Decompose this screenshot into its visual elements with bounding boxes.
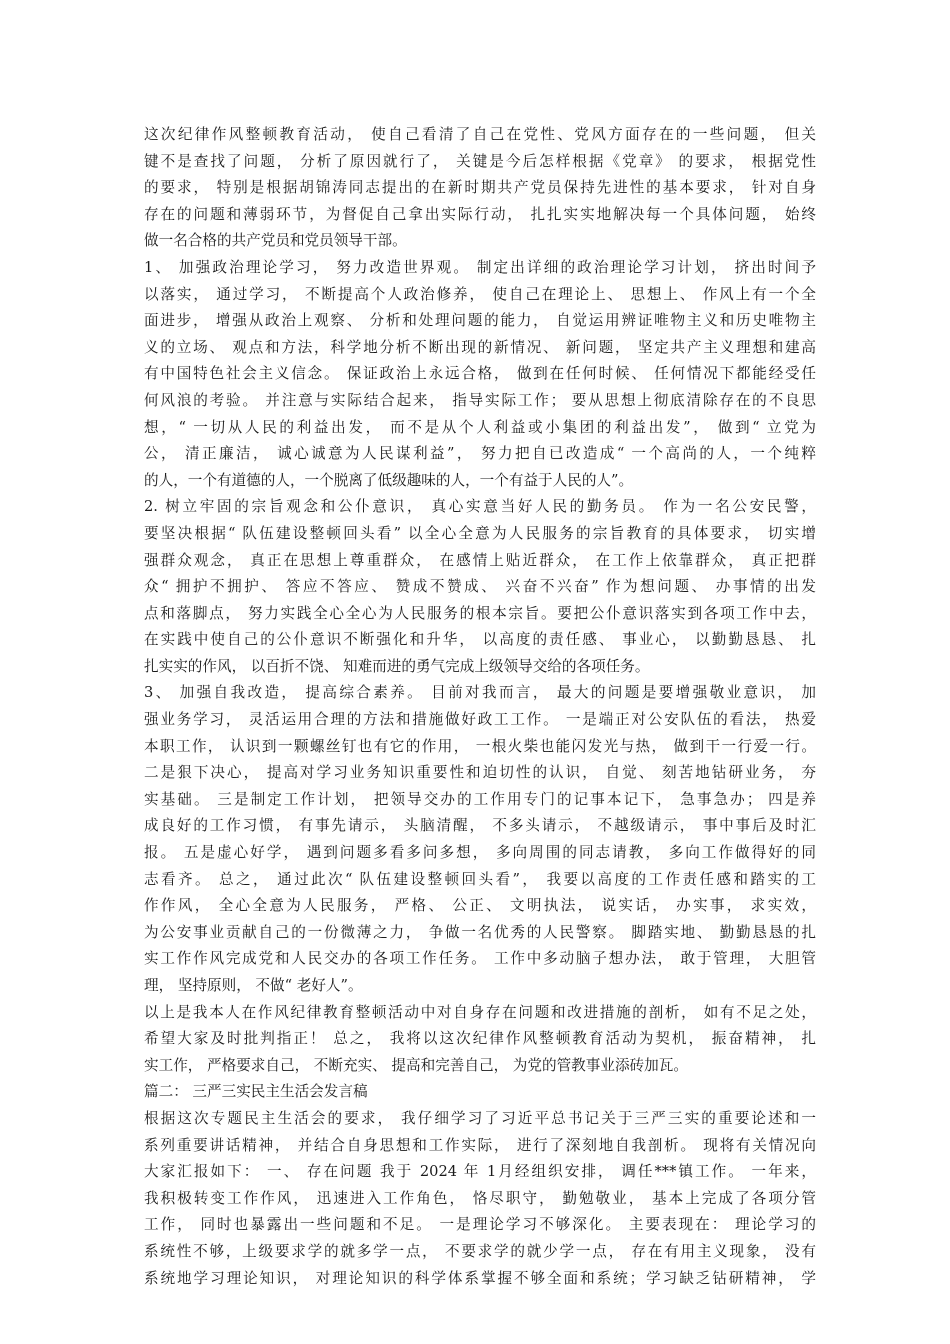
text-line: 在实践中使自己的公仆意识不断强化和升华， 以高度的责任感、 事业心， 以勤勤恳恳、 扎 bbox=[144, 631, 816, 649]
text-line: 何风浪的考验。 并注意与实际结合起来， 指导实际工作； 要从思想上彻底清除存在的不良思 bbox=[144, 391, 816, 409]
text-line: 系统性不够，上级要求学的就多学一点， 不要求学的就少学一点， 存在有用主义现象， 没有 bbox=[144, 1242, 816, 1260]
text-line: 系统地学习理论知识， 对理论知识的科学体系掌握不够全面和系统；学习缺乏钻研精神， 学 bbox=[144, 1269, 816, 1287]
text-line: 这次纪律作风整顿教育活动， 使自己看清了自己在党性、党风方面存在的一些问题， 但关 bbox=[144, 126, 816, 143]
text-line: 系列重要讲话精神， 并结合自身思想和工作实际， 进行了深刻地自我剖析。 现将有关情况向 bbox=[144, 1136, 816, 1154]
text-line: 篇二： 三严三实民主生活会发言稿 bbox=[144, 1083, 368, 1101]
text-line: 以上是我本人在作风纪律教育整顿活动中对自身存在问题和改进措施的剖析， 如有不足之处， bbox=[144, 1003, 816, 1021]
text-line: 实基础。 三是制定工作计划， 把领导交办的工作用专门的记事本记下， 急事急办； 四是养 bbox=[144, 790, 816, 808]
text-line: 成良好的工作习惯， 有事先请示， 头脑清醒， 不多头请示， 不越级请示， 事中事后及时汇 bbox=[144, 817, 816, 835]
text-line: 理， 坚持原则， 不做“ 老好人”。 bbox=[144, 977, 363, 994]
text-line: 工作， 同时也暴露出一些问题和不足。 一是理论学习不够深化。 主要表现在： 理论学习的 bbox=[144, 1216, 816, 1234]
text-line: 众“ 拥护不拥护、 答应不答应、 赞成不赞成、 兴奋不兴奋” 作为想问题、 办事情的出发 bbox=[144, 578, 816, 596]
text-line: 我积极转变工作作风， 迅速进入工作角色， 恪尽职守， 勤勉敬业， 基本上完成了各项分管 bbox=[144, 1189, 816, 1207]
text-line: 1、 加强政治理论学习， 努力改造世界观。 制定出详细的政治理论学习计划， 挤出时间予 bbox=[144, 258, 816, 276]
text-line: 的要求， 特别是根据胡锦涛同志提出的在新时期共产党员保持先进性的基本要求， 针对自身 bbox=[144, 179, 816, 197]
document-body bbox=[144, 122, 816, 1292]
text-line: 本职工作， 认识到一颗螺丝钉也有它的作用， 一根火柴也能闪发光与热， 做到干一行爱一行。 bbox=[144, 737, 816, 755]
text-line: 志看齐。 总之， 通过此次“ 队伍建设整顿回头看”， 我要以高度的工作责任感和踏实的工 bbox=[144, 870, 816, 888]
text-line: 的人，一个有道德的人，一个脱离了低级趣味的人，一个有益于人民的人”。 bbox=[144, 471, 634, 489]
text-line: 希望大家及时批判指正！ 总之， 我将以这次纪律作风整顿教育活动为契机， 振奋精神， 扎 bbox=[144, 1030, 816, 1048]
text-line: 公， 清正廉洁， 诚心诚意为人民谋利益”， 努力把自已改造成“ 一个高尚的人，一个纯粹 bbox=[144, 445, 816, 463]
text-line: 要坚决根据“ 队伍建设整顿回头看” 以全心全意为人民服务的宗旨教育的具体要求， 切实增 bbox=[144, 524, 816, 542]
text-line: 强业务学习， 灵活运用合理的方法和措施做好政工工作。 一是端正对公安队伍的看法， 热爱 bbox=[144, 711, 816, 729]
text-line: 义的立场、 观点和方法，科学地分析不断出现的新情况、 新问题， 坚定共产主义理想和建高 bbox=[144, 338, 816, 356]
text-line: 根据这次专题民主生活会的要求， 我仔细学习了习近平总书记关于三严三实的重要论述和一 bbox=[144, 1109, 816, 1127]
text-line: 面进步， 增强从政治上观察、 分析和处理问题的能力， 自觉运用辨证唯物主义和历史唯物主 bbox=[144, 312, 816, 330]
text-line: 强群众观念， 真正在思想上尊重群众， 在感情上贴近群众， 在工作上依靠群众， 真正把群 bbox=[144, 551, 816, 569]
text-line: 2. 树立牢固的宗旨观念和公仆意识， 真心实意当好人民的勤务员。 作为一名公安民警， bbox=[144, 498, 816, 516]
text-line: 想，“ 一切从人民的利益出发， 而不是从个人利益或小集团的利益出发”， 做到“ 立党为 bbox=[144, 418, 816, 436]
text-line: 作作风， 全心全意为人民服务， 严格、 公正、 文明执法， 说实话， 办实事， 求实效， bbox=[144, 897, 816, 915]
text-line: 点和落脚点， 努力实践全心全心为人民服务的根本宗旨。要把公仆意识落实到各项工作中去， bbox=[144, 604, 816, 622]
text-line: 实工作作风完成党和人民交办的各项工作任务。 工作中多动脑子想办法， 敢于管理， 大胆管 bbox=[144, 950, 816, 968]
text-line: 存在的问题和薄弱环节，为督促自己拿出实际行动， 扎扎实实地解决每一个具体问题， 始终 bbox=[144, 205, 816, 223]
text-line: 做一名合格的共产党员和党员领导干部。 bbox=[144, 232, 407, 250]
text-line: 扎实实的作风， 以百折不饶、 知难而进的勇气完成上级领导交给的各项任务。 bbox=[144, 657, 650, 675]
text-line: 有中国特色社会主义信念。 保证政治上永远合格， 做到在任何时候、 任何情况下都能经受任 bbox=[144, 365, 816, 383]
text-line: 为公安事业贡献自己的一份微薄之力， 争做一名优秀的人民警察。 脚踏实地、 勤勤恳恳的扎 bbox=[144, 923, 816, 941]
text-line: 3、 加强自我改造， 提高综合素养。 目前对我而言， 最大的问题是要增强敬业意识， 加 bbox=[144, 684, 816, 702]
text-line: 以落实， 通过学习， 不断提高个人政治修养， 使自己在理论上、 思想上、 作风上有一个全 bbox=[144, 285, 816, 303]
text-line: 键不是查找了问题， 分析了原因就行了， 关键是今后怎样根据《党章》 的要求， 根据党性 bbox=[144, 152, 816, 170]
text-line: 二是狠下决心， 提高对学习业务知识重要性和迫切性的认识， 自觉、 刻苦地钻研业务， 夯 bbox=[144, 764, 816, 782]
text-line: 报。 五是虚心好学， 遇到问题多看多问多想， 多向周围的同志请教， 多向工作做得好的同 bbox=[144, 844, 816, 862]
text-line: 大家汇报如下： 一、 存在问题 我于 2024 年 1月经组织安排， 调任***镇工作。 一年来， bbox=[144, 1163, 816, 1181]
text-line: 实工作， 严格要求自己， 不断充实、 提高和完善自己， 为党的管教事业添砖加瓦。 bbox=[144, 1056, 688, 1074]
